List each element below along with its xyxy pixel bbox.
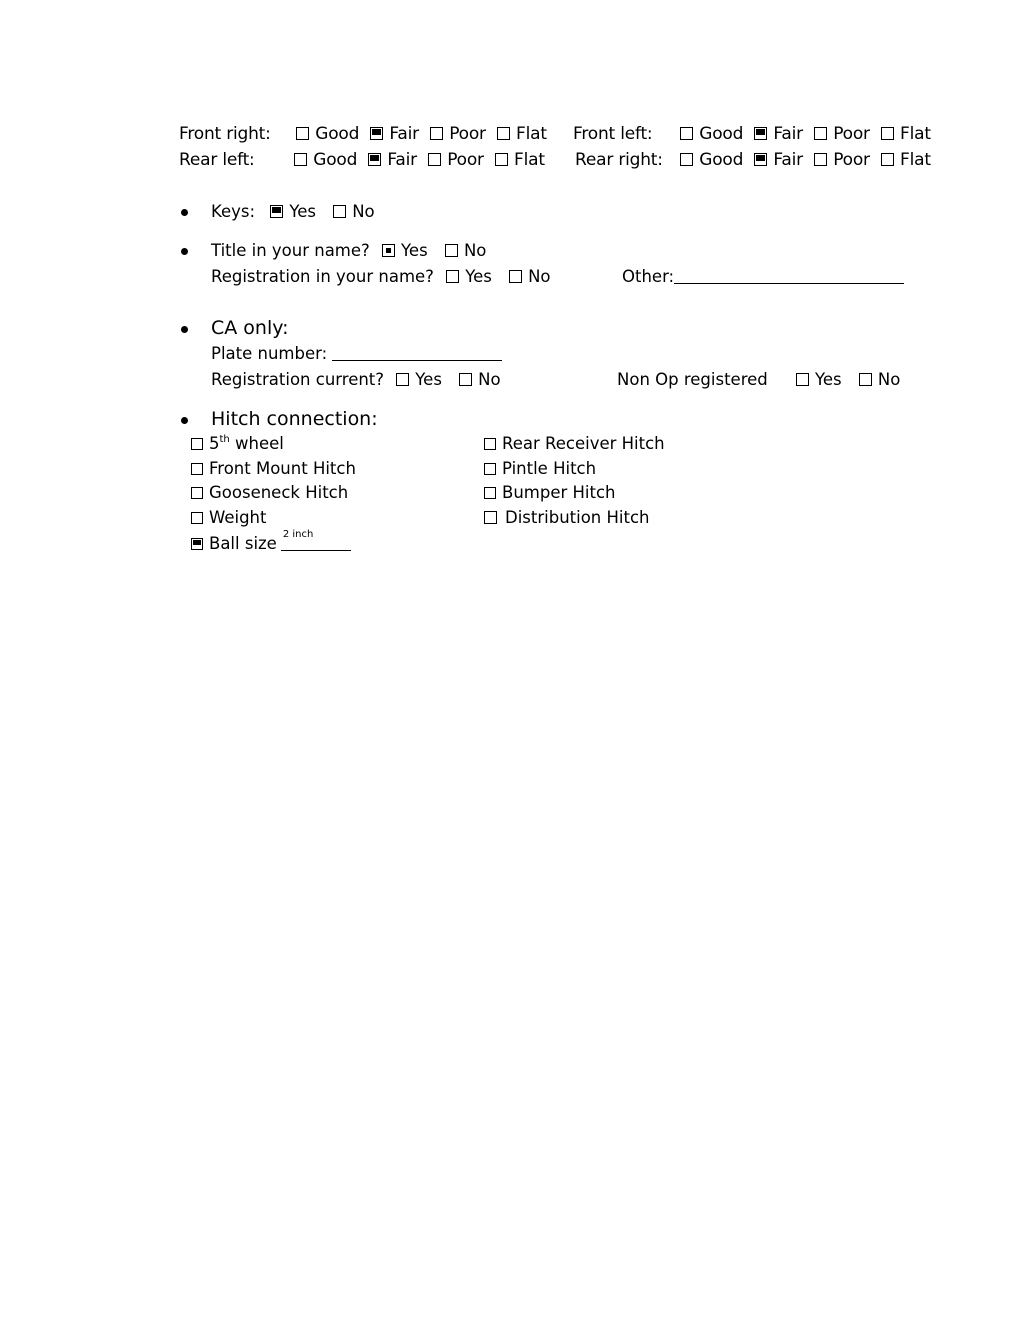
- non-op-label: Non Op registered: [617, 370, 768, 389]
- checkbox-icon[interactable]: [881, 153, 894, 166]
- keys-yes-option[interactable]: Yes: [270, 202, 316, 221]
- checkbox-icon[interactable]: [430, 127, 443, 140]
- checkbox-icon[interactable]: [446, 270, 459, 283]
- checkbox-checked-icon[interactable]: [191, 538, 203, 550]
- rear-left-poor-option[interactable]: Poor: [428, 150, 484, 170]
- front-right-flat-option[interactable]: Flat: [497, 124, 547, 144]
- hitch-fifth-wheel-option[interactable]: 5th wheel: [191, 434, 284, 453]
- hitch-heading: Hitch connection:: [211, 408, 378, 430]
- checkbox-icon[interactable]: [859, 373, 872, 386]
- title-no-option[interactable]: No: [445, 241, 486, 260]
- checkbox-checked-icon[interactable]: [382, 244, 395, 257]
- rear-right-good-option[interactable]: Good: [680, 150, 743, 170]
- bullet-icon: [181, 417, 188, 424]
- checkbox-checked-icon[interactable]: [370, 127, 383, 140]
- checkbox-icon[interactable]: [680, 153, 693, 166]
- checkbox-icon[interactable]: [296, 127, 309, 140]
- checkbox-checked-icon[interactable]: [368, 153, 381, 166]
- rear-right-row: [575, 150, 937, 170]
- registration-current-yes-option[interactable]: Yes: [396, 370, 442, 389]
- keys-label: Keys:: [211, 202, 256, 221]
- title-row: [211, 241, 492, 260]
- front-right-label: Front right:: [179, 124, 271, 144]
- rear-right-fair-option[interactable]: Fair: [754, 150, 803, 170]
- front-right-good-option[interactable]: Good: [296, 124, 359, 144]
- bullet-icon: [181, 248, 188, 255]
- registration-row: [211, 267, 557, 286]
- checkbox-icon[interactable]: [191, 438, 203, 450]
- plate-number-input[interactable]: [332, 345, 502, 361]
- checkbox-icon[interactable]: [191, 487, 203, 499]
- other-label: Other:: [622, 267, 675, 286]
- checkbox-checked-icon[interactable]: [754, 127, 767, 140]
- hitch-ball-size-option[interactable]: [191, 529, 351, 553]
- ca-heading: CA only:: [211, 317, 289, 339]
- checkbox-icon[interactable]: [484, 463, 496, 475]
- bullet-icon: [181, 209, 188, 216]
- rear-left-label: Rear left:: [179, 150, 255, 170]
- checkbox-icon[interactable]: [459, 373, 472, 386]
- non-op-no-option[interactable]: No: [859, 370, 900, 389]
- hitch-pintle-option[interactable]: Pintle Hitch: [484, 459, 596, 478]
- rear-right-flat-option[interactable]: Flat: [881, 150, 931, 170]
- checkbox-icon[interactable]: [814, 127, 827, 140]
- keys-row: [211, 202, 381, 221]
- registration-label: Registration in your name?: [211, 267, 434, 286]
- checkbox-icon[interactable]: [796, 373, 809, 386]
- checkbox-icon[interactable]: [484, 438, 496, 450]
- front-right-poor-option[interactable]: Poor: [430, 124, 486, 144]
- checkbox-icon[interactable]: [333, 205, 346, 218]
- keys-no-option[interactable]: No: [333, 202, 374, 221]
- checkbox-icon[interactable]: [191, 463, 203, 475]
- checkbox-icon[interactable]: [497, 127, 510, 140]
- checkbox-icon[interactable]: [495, 153, 508, 166]
- front-left-fair-option[interactable]: Fair: [754, 124, 803, 144]
- non-op-row: [796, 370, 906, 389]
- rear-right-label: Rear right:: [575, 150, 663, 170]
- checkbox-icon[interactable]: [428, 153, 441, 166]
- hitch-rear-receiver-option[interactable]: Rear Receiver Hitch: [484, 434, 665, 453]
- rear-right-poor-option[interactable]: Poor: [814, 150, 870, 170]
- hitch-weight-option[interactable]: Weight: [191, 508, 266, 527]
- ball-size-label: Ball size: [209, 534, 277, 553]
- checkbox-icon[interactable]: [484, 487, 496, 499]
- hitch-front-mount-option[interactable]: Front Mount Hitch: [191, 459, 356, 478]
- title-yes-option[interactable]: Yes: [382, 241, 428, 260]
- plate-number-field: [211, 344, 502, 363]
- front-left-poor-option[interactable]: Poor: [814, 124, 870, 144]
- hitch-gooseneck-option[interactable]: Gooseneck Hitch: [191, 483, 348, 502]
- checkbox-icon[interactable]: [484, 511, 497, 524]
- front-right-row: [179, 124, 553, 144]
- checkbox-icon[interactable]: [881, 127, 894, 140]
- bullet-icon: [181, 326, 188, 333]
- rear-left-row: [179, 150, 551, 170]
- checkbox-icon[interactable]: [680, 127, 693, 140]
- registration-current-no-option[interactable]: No: [459, 370, 500, 389]
- registration-current-row: [211, 370, 507, 389]
- rear-left-fair-option[interactable]: Fair: [368, 150, 417, 170]
- checkbox-icon[interactable]: [814, 153, 827, 166]
- rear-left-flat-option[interactable]: Flat: [495, 150, 545, 170]
- non-op-yes-option[interactable]: Yes: [796, 370, 842, 389]
- registration-current-label: Registration current?: [211, 370, 385, 389]
- front-left-label: Front left:: [573, 124, 653, 144]
- registration-yes-option[interactable]: Yes: [446, 267, 492, 286]
- registration-no-option[interactable]: No: [509, 267, 550, 286]
- front-left-row: [573, 124, 937, 144]
- plate-number-label: Plate number:: [211, 344, 328, 363]
- front-left-flat-option[interactable]: Flat: [881, 124, 931, 144]
- front-right-fair-option[interactable]: Fair: [370, 124, 419, 144]
- ball-size-input[interactable]: [281, 529, 351, 551]
- checkbox-icon[interactable]: [191, 512, 203, 524]
- title-label: Title in your name?: [211, 241, 370, 260]
- front-left-good-option[interactable]: Good: [680, 124, 743, 144]
- hitch-bumper-option[interactable]: Bumper Hitch: [484, 483, 616, 502]
- other-field: [622, 267, 904, 286]
- checkbox-checked-icon[interactable]: [754, 153, 767, 166]
- checkbox-checked-icon[interactable]: [270, 205, 283, 218]
- hitch-distribution-option[interactable]: Distribution Hitch: [484, 508, 650, 527]
- rear-left-good-option[interactable]: Good: [294, 150, 357, 170]
- checkbox-icon[interactable]: [396, 373, 409, 386]
- checkbox-icon[interactable]: [294, 153, 307, 166]
- ball-size-value: 2 inch: [282, 529, 314, 540]
- checkbox-icon[interactable]: [509, 270, 522, 283]
- checkbox-icon[interactable]: [445, 244, 458, 257]
- other-input[interactable]: [674, 268, 904, 284]
